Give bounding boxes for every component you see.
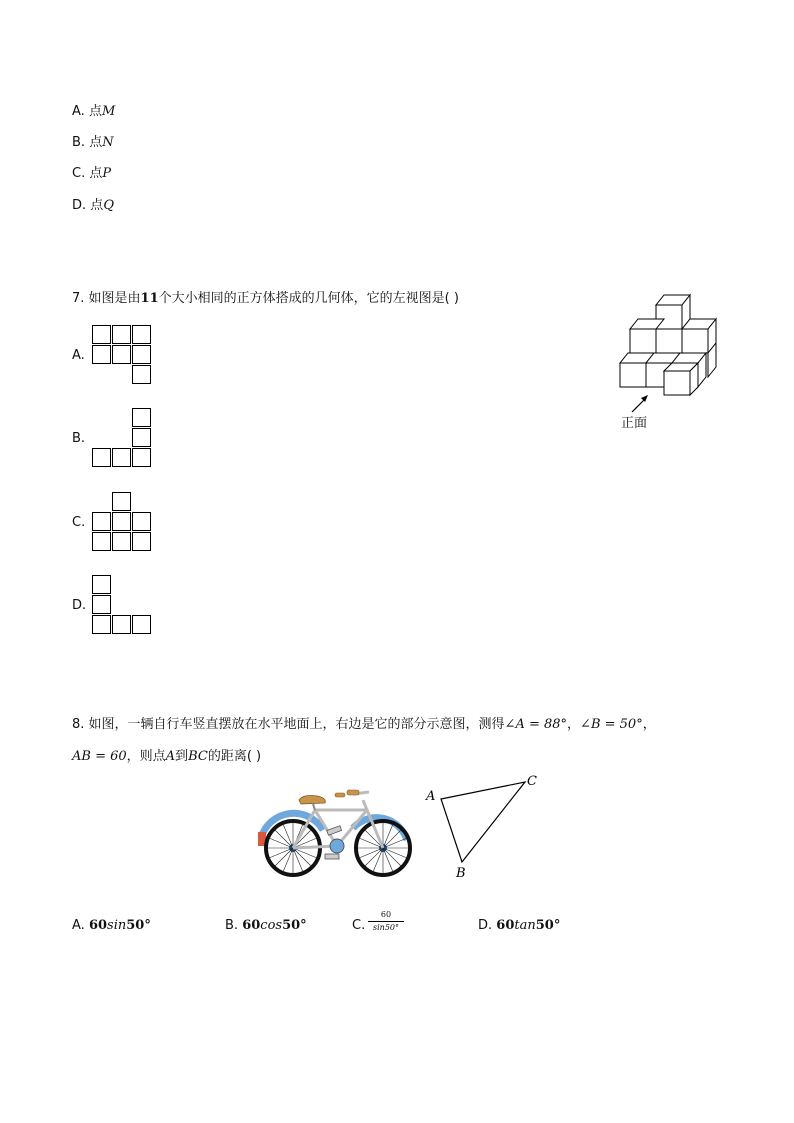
grid-square	[132, 615, 151, 634]
grid-square	[132, 512, 151, 531]
q6-option-a[interactable]: A. 点M	[72, 104, 116, 119]
grid-square	[92, 532, 111, 551]
grid-square	[112, 325, 131, 344]
grid-square	[112, 532, 131, 551]
q6-option-c[interactable]: C. 点P	[72, 166, 112, 181]
triangle-abc	[441, 782, 525, 862]
pedal	[325, 854, 339, 859]
handlebar-grip	[347, 790, 359, 795]
grid-square	[132, 325, 151, 344]
fraction: 60 sin50°	[368, 910, 404, 933]
grid-square	[132, 365, 151, 384]
q8-stem-line2: AB = 60，则点A到BC的距离( )	[72, 749, 262, 764]
q7-option-c-grid[interactable]	[92, 492, 154, 554]
grid-square	[132, 532, 151, 551]
grid-square	[132, 408, 151, 427]
q7-option-c-label[interactable]: C.	[72, 515, 86, 530]
arrow-head-icon	[641, 395, 648, 402]
bicycle-seat	[299, 796, 325, 805]
fraction-bar	[368, 921, 404, 922]
pedal	[327, 826, 342, 835]
q6-option-b[interactable]: B. 点N	[72, 135, 114, 150]
q7-option-d-grid[interactable]	[92, 575, 154, 637]
grid-square	[92, 615, 111, 634]
cube-stack-figure	[612, 290, 727, 435]
triangle-diagram	[422, 770, 547, 882]
q8-option-b[interactable]: B. 60cos50°	[225, 918, 307, 933]
q7-option-d-label[interactable]: D.	[72, 598, 87, 613]
front-wheel	[356, 821, 410, 875]
q7-option-b-label[interactable]: B.	[72, 431, 86, 446]
vertex-label-c: C	[527, 774, 537, 789]
grid-square	[92, 325, 111, 344]
grid-square	[132, 345, 151, 364]
q8-option-a[interactable]: A. 60sin50°	[72, 918, 151, 933]
grid-square	[92, 595, 111, 614]
grid-square	[92, 345, 111, 364]
grid-square	[92, 512, 111, 531]
q7-option-b-grid[interactable]	[92, 408, 154, 470]
grid-square	[92, 448, 111, 467]
grid-square	[132, 448, 151, 467]
grid-square	[112, 512, 131, 531]
chainring	[330, 839, 344, 853]
bicycle-illustration	[255, 780, 415, 880]
grid-square	[112, 615, 131, 634]
grid-square	[92, 575, 111, 594]
vertex-label-b: B	[456, 866, 466, 881]
grid-square	[132, 428, 151, 447]
q8-stem-line1: 8. 如图，一辆自行车竖直摆放在水平地面上，右边是它的部分示意图，测得∠A = 88°，∠B = 50°，	[72, 717, 656, 732]
vertex-label-a: A	[426, 789, 436, 804]
front-label: 正面	[621, 416, 648, 431]
grid-square	[112, 448, 131, 467]
q6-option-d[interactable]: D. 点Q	[72, 198, 114, 213]
q8-option-d[interactable]: D. 60tan50°	[478, 918, 561, 933]
q7-option-a-label[interactable]: A.	[72, 348, 85, 363]
grid-square	[112, 492, 131, 511]
handlebar-grip	[335, 793, 345, 797]
q7-option-a-grid[interactable]	[92, 325, 154, 387]
grid-square	[112, 345, 131, 364]
q7-stem: 7. 如图是由11个大小相同的正方体搭成的几何体，它的左视图是( )	[72, 291, 459, 306]
